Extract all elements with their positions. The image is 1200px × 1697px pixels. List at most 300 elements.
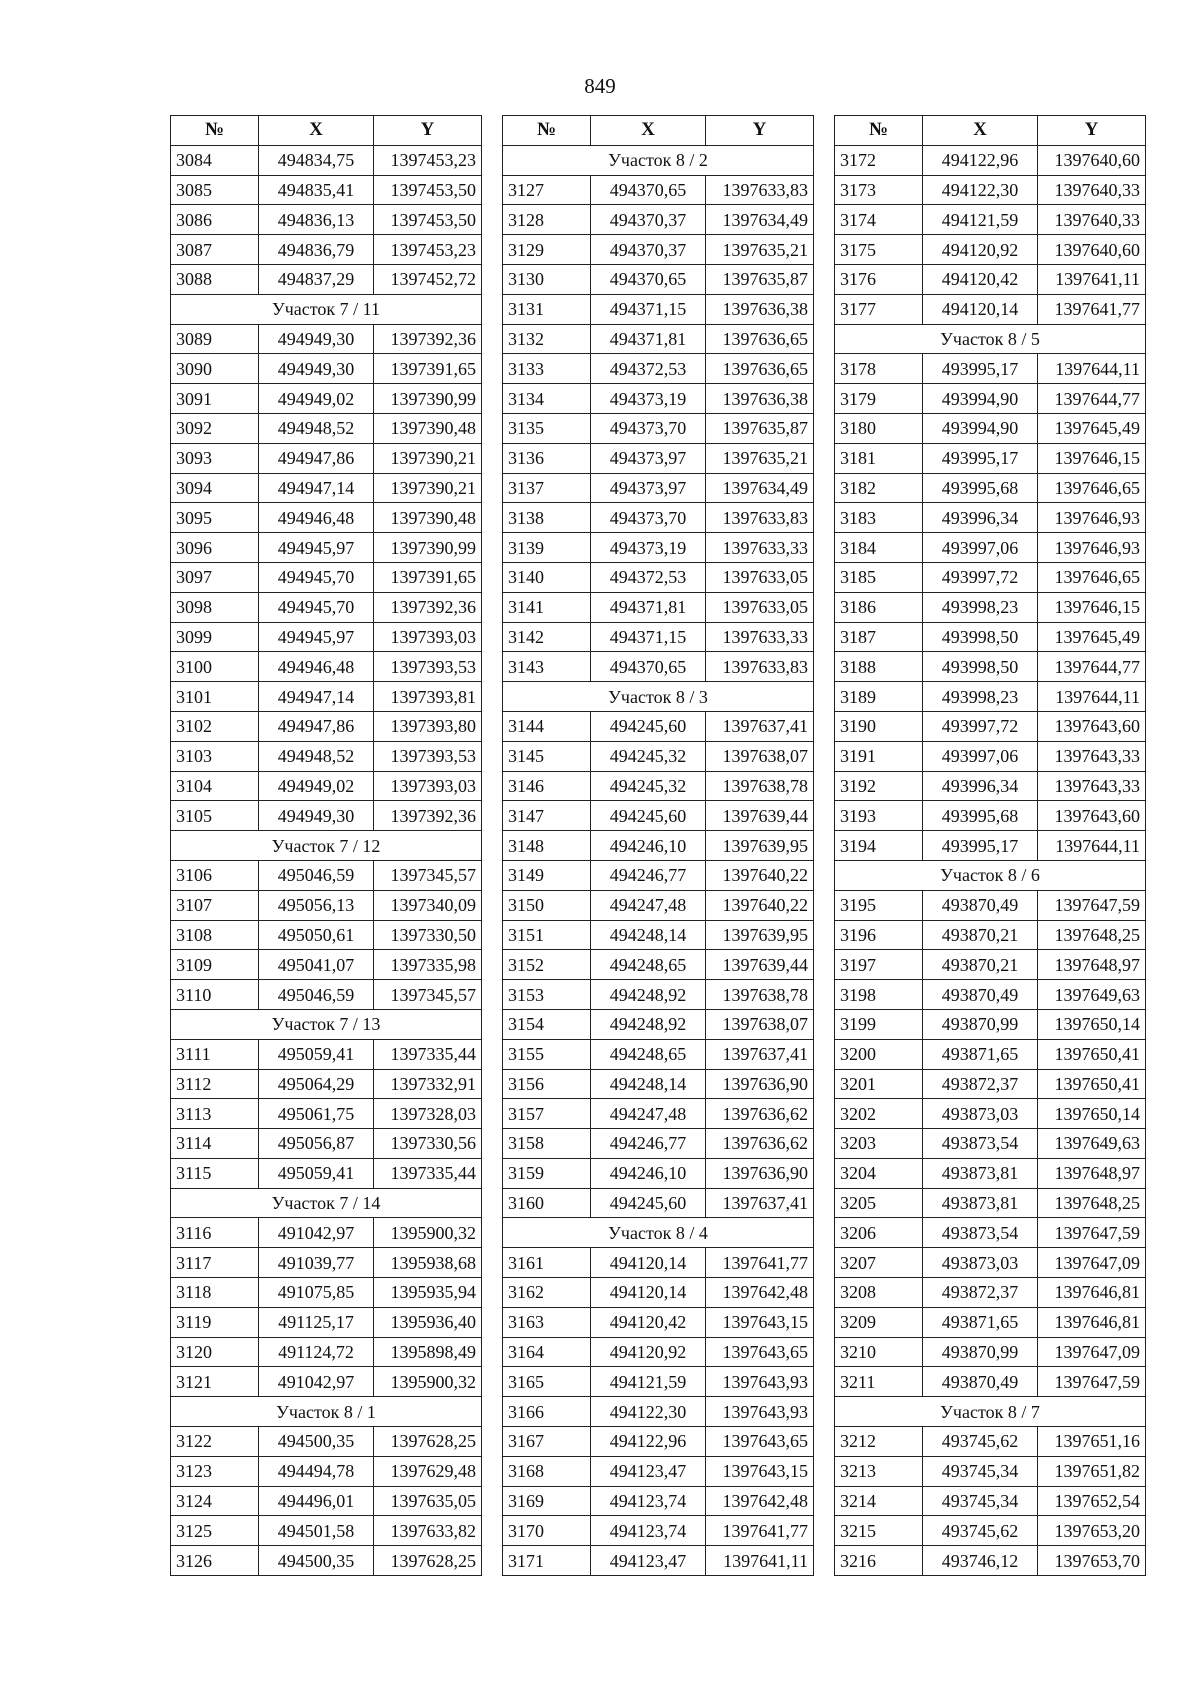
- table-row: [171, 354, 482, 384]
- x-coordinate-cell: 494945,70: [259, 562, 374, 592]
- table-row: [171, 1486, 482, 1516]
- x-coordinate-cell: 494246,77: [591, 1129, 706, 1159]
- x-coordinate-cell: 495059,41: [259, 1158, 374, 1188]
- x-coordinate-cell: 493873,81: [923, 1158, 1038, 1188]
- point-number-cell: 3152: [503, 950, 591, 980]
- y-coordinate-cell: 1397633,83: [706, 652, 814, 682]
- x-coordinate-cell: 493998,50: [923, 652, 1038, 682]
- y-coordinate-cell: 1397335,44: [374, 1158, 482, 1188]
- x-coordinate-cell: 495059,41: [259, 1039, 374, 1069]
- table-row: [835, 1546, 1146, 1576]
- y-coordinate-cell: 1397641,11: [1038, 264, 1146, 294]
- y-coordinate-cell: 1397640,22: [706, 890, 814, 920]
- table-row: [503, 264, 814, 294]
- table-row: [503, 473, 814, 503]
- x-coordinate-cell: 494947,14: [259, 682, 374, 712]
- x-coordinate-cell: 494370,65: [591, 652, 706, 682]
- point-number-cell: 3128: [503, 205, 591, 235]
- y-coordinate-cell: 1397641,77: [1038, 294, 1146, 324]
- y-coordinate-cell: 1397638,78: [706, 771, 814, 801]
- table-row: [835, 592, 1146, 622]
- y-coordinate-cell: 1395935,94: [374, 1278, 482, 1308]
- x-coordinate-cell: 494949,02: [259, 771, 374, 801]
- x-coordinate-cell: 493994,90: [923, 413, 1038, 443]
- table-row: [503, 1248, 814, 1278]
- x-coordinate-cell: 491125,17: [259, 1307, 374, 1337]
- x-coordinate-cell: 494948,52: [259, 413, 374, 443]
- y-coordinate-cell: 1397636,90: [706, 1158, 814, 1188]
- x-coordinate-cell: 494494,78: [259, 1456, 374, 1486]
- x-coordinate-cell: 494370,37: [591, 235, 706, 265]
- y-coordinate-cell: 1397393,03: [374, 771, 482, 801]
- table-row: [171, 1069, 482, 1099]
- section-title: Участок 8 / 5: [835, 324, 1146, 354]
- table-row: [503, 592, 814, 622]
- point-number-cell: 3182: [835, 473, 923, 503]
- point-number-cell: 3124: [171, 1486, 259, 1516]
- point-number-cell: 3179: [835, 384, 923, 414]
- table-row: [835, 1248, 1146, 1278]
- point-number-cell: 3127: [503, 175, 591, 205]
- x-coordinate-cell: 493997,72: [923, 562, 1038, 592]
- point-number-cell: 3205: [835, 1188, 923, 1218]
- x-coordinate-cell: 494496,01: [259, 1486, 374, 1516]
- y-coordinate-cell: 1397639,95: [706, 831, 814, 861]
- x-coordinate-cell: 493870,49: [923, 890, 1038, 920]
- table-row: [835, 503, 1146, 533]
- x-coordinate-cell: 493873,81: [923, 1188, 1038, 1218]
- point-number-cell: 3114: [171, 1129, 259, 1159]
- section-row: [503, 145, 814, 175]
- y-coordinate-cell: 1397452,72: [374, 264, 482, 294]
- table-row: [503, 175, 814, 205]
- point-number-cell: 3103: [171, 741, 259, 771]
- y-coordinate-cell: 1397643,65: [706, 1427, 814, 1457]
- point-number-cell: 3147: [503, 801, 591, 831]
- x-coordinate-cell: 494945,97: [259, 622, 374, 652]
- table-row: [835, 1427, 1146, 1457]
- table-row: [503, 1069, 814, 1099]
- x-coordinate-cell: 494372,53: [591, 354, 706, 384]
- table-row: [171, 771, 482, 801]
- table-row: [835, 1337, 1146, 1367]
- x-coordinate-cell: 494245,32: [591, 741, 706, 771]
- point-number-cell: 3199: [835, 1009, 923, 1039]
- y-coordinate-cell: 1395938,68: [374, 1248, 482, 1278]
- x-coordinate-cell: 494373,70: [591, 413, 706, 443]
- y-coordinate-cell: 1397637,41: [706, 1039, 814, 1069]
- header-number: №: [835, 116, 923, 146]
- table-row: [835, 1129, 1146, 1159]
- table-row: [503, 741, 814, 771]
- y-coordinate-cell: 1397642,48: [706, 1278, 814, 1308]
- table-row: [503, 1486, 814, 1516]
- y-coordinate-cell: 1397453,23: [374, 145, 482, 175]
- point-number-cell: 3160: [503, 1188, 591, 1218]
- point-number-cell: 3102: [171, 711, 259, 741]
- x-coordinate-cell: 494949,30: [259, 354, 374, 384]
- point-number-cell: 3122: [171, 1427, 259, 1457]
- point-number-cell: 3153: [503, 980, 591, 1010]
- point-number-cell: 3162: [503, 1278, 591, 1308]
- point-number-cell: 3142: [503, 622, 591, 652]
- table-row: [503, 1367, 814, 1397]
- y-coordinate-cell: 1397641,77: [706, 1516, 814, 1546]
- point-number-cell: 3145: [503, 741, 591, 771]
- table-header-row: [171, 116, 482, 146]
- point-number-cell: 3202: [835, 1099, 923, 1129]
- x-coordinate-cell: 494371,15: [591, 294, 706, 324]
- y-coordinate-cell: 1397393,80: [374, 711, 482, 741]
- point-number-cell: 3095: [171, 503, 259, 533]
- point-number-cell: 3086: [171, 205, 259, 235]
- x-coordinate-cell: 494120,42: [923, 264, 1038, 294]
- table-row: [503, 622, 814, 652]
- y-coordinate-cell: 1397635,05: [374, 1486, 482, 1516]
- y-coordinate-cell: 1397637,41: [706, 711, 814, 741]
- point-number-cell: 3149: [503, 860, 591, 890]
- table-row: [503, 920, 814, 950]
- x-coordinate-cell: 495056,13: [259, 890, 374, 920]
- point-number-cell: 3109: [171, 950, 259, 980]
- y-coordinate-cell: 1397646,65: [1038, 562, 1146, 592]
- point-number-cell: 3157: [503, 1099, 591, 1129]
- y-coordinate-cell: 1397643,33: [1038, 771, 1146, 801]
- header-number: №: [171, 116, 259, 146]
- section-row: [171, 831, 482, 861]
- x-coordinate-cell: 494500,35: [259, 1546, 374, 1576]
- section-title: Участок 7 / 12: [171, 831, 482, 861]
- point-number-cell: 3097: [171, 562, 259, 592]
- x-coordinate-cell: 495061,75: [259, 1099, 374, 1129]
- x-coordinate-cell: 493873,54: [923, 1129, 1038, 1159]
- table-row: [171, 622, 482, 652]
- table-row: [503, 1456, 814, 1486]
- y-coordinate-cell: 1397640,60: [1038, 235, 1146, 265]
- point-number-cell: 3183: [835, 503, 923, 533]
- point-number-cell: 3151: [503, 920, 591, 950]
- point-number-cell: 3180: [835, 413, 923, 443]
- x-coordinate-cell: 493873,03: [923, 1099, 1038, 1129]
- table-row: [503, 205, 814, 235]
- x-coordinate-cell: 495050,61: [259, 920, 374, 950]
- header-x: X: [591, 116, 706, 146]
- table-header-row: [503, 116, 814, 146]
- y-coordinate-cell: 1397345,57: [374, 980, 482, 1010]
- point-number-cell: 3170: [503, 1516, 591, 1546]
- point-number-cell: 3213: [835, 1456, 923, 1486]
- table-row: [835, 1278, 1146, 1308]
- table-row: [171, 235, 482, 265]
- section-row: [835, 1397, 1146, 1427]
- section-row: [171, 1397, 482, 1427]
- point-number-cell: 3165: [503, 1367, 591, 1397]
- point-number-cell: 3161: [503, 1248, 591, 1278]
- table-row: [171, 1307, 482, 1337]
- y-coordinate-cell: 1397640,33: [1038, 175, 1146, 205]
- table-row: [171, 562, 482, 592]
- x-coordinate-cell: 494373,97: [591, 473, 706, 503]
- point-number-cell: 3173: [835, 175, 923, 205]
- page-number: 849: [584, 74, 616, 98]
- y-coordinate-cell: 1395936,40: [374, 1307, 482, 1337]
- table-row: [503, 860, 814, 890]
- table-row: [503, 354, 814, 384]
- table-row: [171, 1516, 482, 1546]
- x-coordinate-cell: 493870,99: [923, 1009, 1038, 1039]
- x-coordinate-cell: 494248,92: [591, 1009, 706, 1039]
- section-row: [171, 1009, 482, 1039]
- table-row: [835, 473, 1146, 503]
- point-number-cell: 3206: [835, 1218, 923, 1248]
- x-coordinate-cell: 493995,68: [923, 801, 1038, 831]
- table-row: [835, 1039, 1146, 1069]
- table-row: [171, 503, 482, 533]
- table-row: [835, 562, 1146, 592]
- y-coordinate-cell: 1397633,82: [374, 1516, 482, 1546]
- point-number-cell: 3117: [171, 1248, 259, 1278]
- x-coordinate-cell: 494123,47: [591, 1456, 706, 1486]
- y-coordinate-cell: 1397648,97: [1038, 1158, 1146, 1188]
- point-number-cell: 3131: [503, 294, 591, 324]
- table-row: [171, 711, 482, 741]
- point-number-cell: 3208: [835, 1278, 923, 1308]
- table-row: [503, 562, 814, 592]
- point-number-cell: 3210: [835, 1337, 923, 1367]
- x-coordinate-cell: 493871,65: [923, 1039, 1038, 1069]
- x-coordinate-cell: 494248,92: [591, 980, 706, 1010]
- point-number-cell: 3132: [503, 324, 591, 354]
- y-coordinate-cell: 1397633,33: [706, 622, 814, 652]
- y-coordinate-cell: 1397646,81: [1038, 1278, 1146, 1308]
- y-coordinate-cell: 1397636,62: [706, 1129, 814, 1159]
- section-title: Участок 8 / 6: [835, 860, 1146, 890]
- point-number-cell: 3089: [171, 324, 259, 354]
- y-coordinate-cell: 1397647,59: [1038, 1218, 1146, 1248]
- table-row: [835, 1188, 1146, 1218]
- point-number-cell: 3090: [171, 354, 259, 384]
- y-coordinate-cell: 1397647,59: [1038, 1367, 1146, 1397]
- coordinates-table-1: [170, 115, 482, 1576]
- table-row: [835, 145, 1146, 175]
- x-coordinate-cell: 494245,60: [591, 1188, 706, 1218]
- x-coordinate-cell: 494247,48: [591, 1099, 706, 1129]
- point-number-cell: 3155: [503, 1039, 591, 1069]
- x-coordinate-cell: 493997,06: [923, 533, 1038, 563]
- table-row: [171, 592, 482, 622]
- x-coordinate-cell: 494948,52: [259, 741, 374, 771]
- point-number-cell: 3137: [503, 473, 591, 503]
- y-coordinate-cell: 1397644,77: [1038, 652, 1146, 682]
- x-coordinate-cell: 494836,79: [259, 235, 374, 265]
- y-coordinate-cell: 1397646,65: [1038, 473, 1146, 503]
- table-row: [171, 324, 482, 354]
- point-number-cell: 3216: [835, 1546, 923, 1576]
- x-coordinate-cell: 493870,49: [923, 1367, 1038, 1397]
- y-coordinate-cell: 1397646,15: [1038, 592, 1146, 622]
- point-number-cell: 3185: [835, 562, 923, 592]
- section-title: Участок 7 / 14: [171, 1188, 482, 1218]
- table-row: [835, 1099, 1146, 1129]
- table-row: [503, 1278, 814, 1308]
- y-coordinate-cell: 1397335,98: [374, 950, 482, 980]
- x-coordinate-cell: 493745,34: [923, 1456, 1038, 1486]
- table-row: [171, 533, 482, 563]
- x-coordinate-cell: 494122,30: [923, 175, 1038, 205]
- x-coordinate-cell: 493996,34: [923, 503, 1038, 533]
- x-coordinate-cell: 494245,32: [591, 771, 706, 801]
- y-coordinate-cell: 1397643,93: [706, 1397, 814, 1427]
- point-number-cell: 3167: [503, 1427, 591, 1457]
- y-coordinate-cell: 1397636,62: [706, 1099, 814, 1129]
- coordinates-table-2: [502, 115, 814, 1576]
- x-coordinate-cell: 494372,53: [591, 562, 706, 592]
- header-y: Y: [706, 116, 814, 146]
- table-row: [835, 413, 1146, 443]
- x-coordinate-cell: 495064,29: [259, 1069, 374, 1099]
- table-row: [503, 1546, 814, 1576]
- table-row: [835, 1367, 1146, 1397]
- y-coordinate-cell: 1397390,48: [374, 413, 482, 443]
- point-number-cell: 3130: [503, 264, 591, 294]
- y-coordinate-cell: 1397649,63: [1038, 980, 1146, 1010]
- y-coordinate-cell: 1397629,48: [374, 1456, 482, 1486]
- point-number-cell: 3200: [835, 1039, 923, 1069]
- point-number-cell: 3100: [171, 652, 259, 682]
- point-number-cell: 3175: [835, 235, 923, 265]
- y-coordinate-cell: 1397645,49: [1038, 413, 1146, 443]
- table-row: [171, 1546, 482, 1576]
- x-coordinate-cell: 493870,49: [923, 980, 1038, 1010]
- y-coordinate-cell: 1397643,60: [1038, 801, 1146, 831]
- y-coordinate-cell: 1397636,90: [706, 1069, 814, 1099]
- point-number-cell: 3133: [503, 354, 591, 384]
- y-coordinate-cell: 1397335,44: [374, 1039, 482, 1069]
- x-coordinate-cell: 494248,65: [591, 1039, 706, 1069]
- y-coordinate-cell: 1397633,05: [706, 592, 814, 622]
- section-title: Участок 8 / 4: [503, 1218, 814, 1248]
- table-row: [171, 1337, 482, 1367]
- x-coordinate-cell: 495041,07: [259, 950, 374, 980]
- point-number-cell: 3101: [171, 682, 259, 712]
- table-row: [171, 860, 482, 890]
- y-coordinate-cell: 1397647,09: [1038, 1337, 1146, 1367]
- table-row: [835, 682, 1146, 712]
- section-row: [171, 294, 482, 324]
- y-coordinate-cell: 1395900,32: [374, 1367, 482, 1397]
- table-row: [503, 235, 814, 265]
- table-row: [503, 831, 814, 861]
- point-number-cell: 3168: [503, 1456, 591, 1486]
- point-number-cell: 3158: [503, 1129, 591, 1159]
- y-coordinate-cell: 1397641,77: [706, 1248, 814, 1278]
- table-row: [503, 1039, 814, 1069]
- point-number-cell: 3194: [835, 831, 923, 861]
- x-coordinate-cell: 494246,77: [591, 860, 706, 890]
- y-coordinate-cell: 1397390,99: [374, 533, 482, 563]
- point-number-cell: 3136: [503, 443, 591, 473]
- table-row: [835, 235, 1146, 265]
- point-number-cell: 3096: [171, 533, 259, 563]
- table-row: [171, 175, 482, 205]
- y-coordinate-cell: 1397651,82: [1038, 1456, 1146, 1486]
- y-coordinate-cell: 1397643,15: [706, 1307, 814, 1337]
- point-number-cell: 3209: [835, 1307, 923, 1337]
- x-coordinate-cell: 494373,19: [591, 384, 706, 414]
- point-number-cell: 3159: [503, 1158, 591, 1188]
- point-number-cell: 3215: [835, 1516, 923, 1546]
- table-row: [835, 890, 1146, 920]
- x-coordinate-cell: 494248,65: [591, 950, 706, 980]
- x-coordinate-cell: 494120,42: [591, 1307, 706, 1337]
- table-row: [503, 1397, 814, 1427]
- table-row: [503, 1337, 814, 1367]
- table-row: [503, 950, 814, 980]
- table-row: [503, 801, 814, 831]
- y-coordinate-cell: 1397643,65: [706, 1337, 814, 1367]
- x-coordinate-cell: 494121,59: [923, 205, 1038, 235]
- x-coordinate-cell: 494123,47: [591, 1546, 706, 1576]
- x-coordinate-cell: 493746,12: [923, 1546, 1038, 1576]
- point-number-cell: 3105: [171, 801, 259, 831]
- y-coordinate-cell: 1397650,14: [1038, 1099, 1146, 1129]
- x-coordinate-cell: 495046,59: [259, 860, 374, 890]
- x-coordinate-cell: 494836,13: [259, 205, 374, 235]
- section-title: Участок 8 / 1: [171, 1397, 482, 1427]
- table-row: [171, 890, 482, 920]
- point-number-cell: 3163: [503, 1307, 591, 1337]
- y-coordinate-cell: 1397392,36: [374, 801, 482, 831]
- point-number-cell: 3108: [171, 920, 259, 950]
- y-coordinate-cell: 1397640,22: [706, 860, 814, 890]
- table-row: [503, 1516, 814, 1546]
- y-coordinate-cell: 1397633,05: [706, 562, 814, 592]
- x-coordinate-cell: 491075,85: [259, 1278, 374, 1308]
- section-row: [171, 1188, 482, 1218]
- table-row: [835, 711, 1146, 741]
- table-row: [503, 324, 814, 354]
- point-number-cell: 3138: [503, 503, 591, 533]
- point-number-cell: 3201: [835, 1069, 923, 1099]
- x-coordinate-cell: 494248,14: [591, 920, 706, 950]
- table-row: [503, 1307, 814, 1337]
- point-number-cell: 3195: [835, 890, 923, 920]
- y-coordinate-cell: 1397642,48: [706, 1486, 814, 1516]
- y-coordinate-cell: 1397330,56: [374, 1129, 482, 1159]
- y-coordinate-cell: 1397392,36: [374, 324, 482, 354]
- y-coordinate-cell: 1397638,78: [706, 980, 814, 1010]
- y-coordinate-cell: 1397635,87: [706, 413, 814, 443]
- point-number-cell: 3212: [835, 1427, 923, 1457]
- header-x: X: [923, 116, 1038, 146]
- table-row: [171, 413, 482, 443]
- point-number-cell: 3189: [835, 682, 923, 712]
- y-coordinate-cell: 1397453,50: [374, 205, 482, 235]
- x-coordinate-cell: 493996,34: [923, 771, 1038, 801]
- y-coordinate-cell: 1397633,33: [706, 533, 814, 563]
- x-coordinate-cell: 493873,03: [923, 1248, 1038, 1278]
- y-coordinate-cell: 1397639,95: [706, 920, 814, 950]
- table-row: [171, 980, 482, 1010]
- table-row: [503, 443, 814, 473]
- table-row: [503, 771, 814, 801]
- x-coordinate-cell: 494947,14: [259, 473, 374, 503]
- point-number-cell: 3098: [171, 592, 259, 622]
- table-row: [171, 1456, 482, 1486]
- table-row: [171, 920, 482, 950]
- table-row: [835, 175, 1146, 205]
- y-coordinate-cell: 1397393,03: [374, 622, 482, 652]
